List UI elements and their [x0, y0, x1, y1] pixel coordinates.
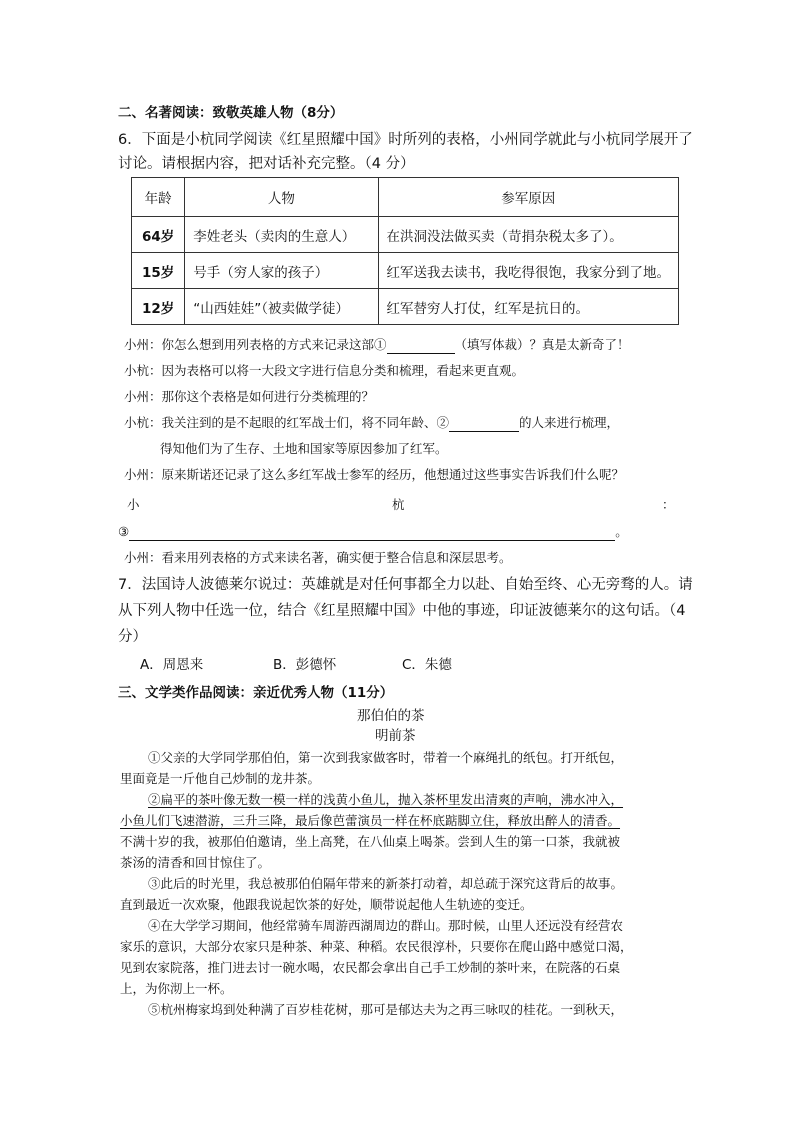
dialogue-line-1-prefix: 小州：你怎么想到用列表格的方式来记录这部① [124, 337, 387, 352]
option-b[interactable]: B．彭德怀 [273, 657, 337, 673]
dialogue-line-4-prefix: 小杭：我关注到的是不起眼的红军战士们，将不同年龄、② [124, 415, 450, 430]
table-header-age: 年龄 [132, 178, 185, 217]
article-line: 不满十岁的我，被那伯伯邀请，坐上高凳，在八仙桌上喝茶。尝到人生的第一口茶，我就被 [120, 834, 621, 849]
dialogue-line-8-end: 。 [615, 524, 628, 539]
section-2-heading: 二、名著阅读：致敬英雄人物（8分） [118, 105, 344, 121]
question-7-line-1: 7．法国诗人波德莱尔说过：英雄就是对任何事都全力以赴、自始至终、心无旁骛的人。请 [118, 577, 693, 593]
article-line: ③此后的时光里，我总被那伯伯隔年带来的新茶打动着，却总疏于深究这背后的故事。 [148, 876, 624, 891]
table-cell-age: 64岁 [132, 217, 185, 253]
table-header-row [132, 178, 679, 217]
question-6-line-1: 6．下面是小杭同学阅读《红星照耀中国》时所列的表格，小州同学就此与小杭同学展开了 [118, 132, 693, 148]
article-line: ⑤杭州梅家坞到处种满了百岁桂花树，那可是郁达夫为之再三咏叹的桂花。一到秋天， [148, 1002, 624, 1017]
table-cell-reason: 红军替穷人打仗，红军是抗日的。 [378, 289, 679, 325]
table-cell-person: 号手（穷人家的孩子） [185, 253, 378, 289]
article-line: ①父亲的大学同学那伯伯，第一次到我家做客时，带着一个麻绳扎的纸包。打开纸包， [148, 750, 624, 765]
blank-3-answer[interactable] [129, 526, 615, 541]
table-cell-person: 李姓老头（卖肉的生意人） [185, 217, 378, 253]
dialogue-line-6: 小州：原来斯诺还记录了这么多红军战士参军的经历，他想通过这些事实告诉我们什么呢？ [124, 467, 625, 482]
article-line: 家乐的意识，大部分农家只是种茶、种菜、种稻。农民很淳朴，只要你在爬山路中感觉口渴， [120, 939, 633, 954]
dialogue-speaker-char-1: 小 [127, 497, 140, 512]
question-7-line-3: 分） [118, 629, 147, 645]
option-a[interactable]: A．周恩来 [140, 657, 204, 673]
dialogue-speaker-char-2: 杭 [392, 497, 405, 512]
table-header-reason: 参军原因 [378, 178, 679, 217]
table-cell-age: 12岁 [132, 289, 185, 325]
article-line: ④在大学学习期间，他经常骑车周游西湖周边的群山。那时候，山里人还远没有经营农 [148, 918, 624, 933]
article-author: 明前茶 [375, 728, 416, 744]
dialogue-speaker-colon: ： [662, 497, 675, 512]
article-line: 里面竟是一斤他自己炒制的龙井茶。 [120, 771, 321, 786]
reading-table [131, 177, 679, 325]
article-line: 茶汤的清香和回甘惊住了。 [120, 855, 271, 870]
blank-3-marker: ③ [118, 524, 130, 539]
table-row [132, 253, 679, 289]
dialogue-line-8 [118, 523, 628, 541]
table-row [132, 289, 679, 325]
dialogue-line-1-suffix: （填写体裁）？真是太新奇了！ [454, 337, 630, 352]
option-c[interactable]: C．朱德 [402, 657, 452, 673]
table-cell-person: “山西娃娃”（被卖做学徒） [185, 289, 378, 325]
table-cell-age: 15岁 [132, 253, 185, 289]
article-line: 上，为你沏上一杯。 [120, 981, 233, 996]
question-6-line-2: 讨论。请根据内容，把对话补充完整。（4 分） [118, 156, 415, 172]
article-line: 见到农家院落，推门进去讨一碗水喝，农民都会拿出自己手工炒制的茶叶来，在院落的石桌 [120, 960, 621, 975]
table-header-person: 人物 [185, 178, 378, 217]
blank-2-category[interactable] [449, 417, 519, 432]
dialogue-line-2: 小杭：因为表格可以将一大段文字进行信息分类和梳理，看起来更直观。 [124, 363, 525, 378]
blank-1-genre[interactable] [387, 339, 455, 354]
dialogue-line-3: 小州：那你这个表格是如何进行分类梳理的？ [124, 389, 375, 404]
dialogue-line-4-suffix: 的人来进行梳理， [519, 415, 620, 430]
article-title: 那伯伯的茶 [357, 708, 425, 724]
dialogue-line-9: 小州：看来用列表格的方式来读名著，确实便于整合信息和深层思考。 [124, 550, 512, 565]
dialogue-line-5: 得知他们为了生存、土地和国家等原因参加了红军。 [160, 441, 448, 456]
article-line-underlined: ②扁平的茶叶像无数一模一样的浅黄小鱼儿，抛入茶杯里发出清爽的声响，沸水冲入， [148, 792, 624, 807]
dialogue-line-1 [124, 336, 630, 354]
article-line: 直到最近一次欢聚，他跟我说起饮茶的好处，顺带说起他人生轨迹的变迁。 [120, 897, 533, 912]
question-7-line-2: 从下列人物中任选一位，结合《红星照耀中国》中他的事迹，印证波德莱尔的这句话。（4 [118, 603, 686, 619]
table-cell-reason: 在洪洞没法做买卖（苛捐杂税太多了）。 [378, 217, 679, 253]
table-row [132, 217, 679, 253]
section-3-heading: 三、文学类作品阅读：亲近优秀人物（11分） [118, 685, 394, 701]
article-line-underlined: 小鱼儿们飞速潜游，三升三降，最后像芭蕾演员一样在杯底踮脚立住，释放出醉人的清香。 [120, 813, 621, 828]
table-cell-reason: 红军送我去读书，我吃得很饱，我家分到了地。 [378, 253, 679, 289]
dialogue-line-4 [124, 414, 619, 432]
